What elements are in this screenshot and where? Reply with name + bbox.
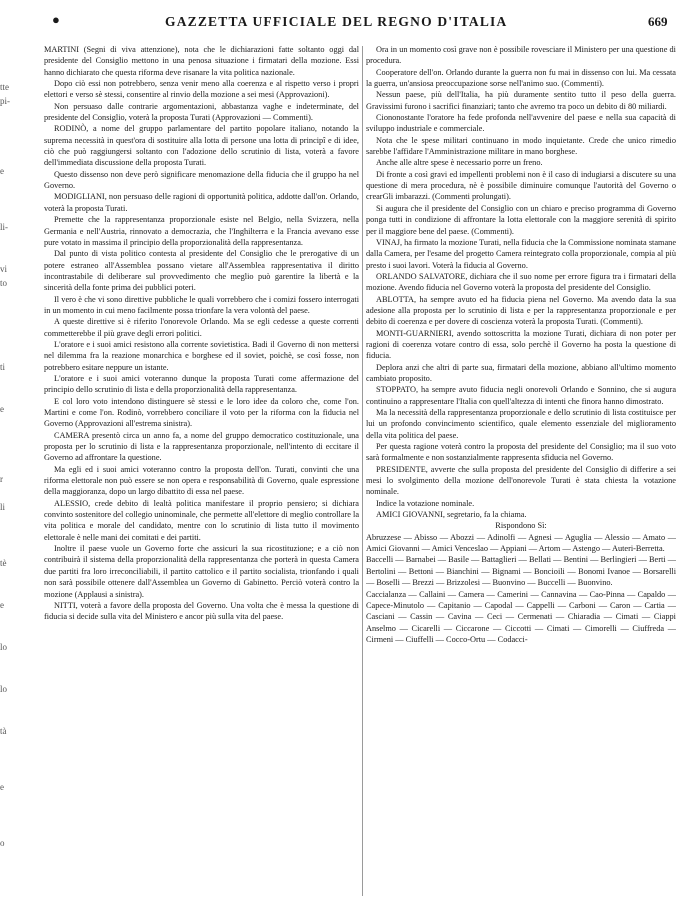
list-item: Baccelli — Barnabei — Basile — Battaglieri — Bellati — Bentini — Berlingieri — Berti — Bertolini — Bettoni — Bianchini — Bignami — Boncioili — Bonomi Ivanoe — Borsarelli — Boselli — Brezzi — Brizzolesi — Buonvino — Buccelli — Buonvino. (366, 555, 676, 588)
paragraph: Premette che la rappresentanza proporzionale esiste nel Belgio, nella Svizzera, nella Germania e nell'Austria, rinnovato a democrazia, che l'Inghilterra e la Francia avevano esse pure votato in massima il principio della proporzionalità della rappresentanza. (44, 215, 359, 247)
paragraph: Nessun paese, più dell'Italia, ha più duramente sentito tutto il peso della guerra. Gravissimi furono i sacrifici finanziari; tanto che avremo tra poco un debito di 80 miliardi. (366, 90, 676, 111)
paragraph: Ma la necessità della rappresentanza proporzionale e dello scrutinio di lista costituisce per lui un profondo convincimento scientifico, quale elemento essenziale del miglioramento della vita politica del paese. (366, 408, 676, 440)
paragraph: Ora in un momento così grave non è possibile rovesciare il Ministero per una questione di procedura. (366, 45, 676, 66)
paragraph: Di fronte a così gravi ed impellenti problemi non è il caso di indugiarsi a discutere su una questione di mera procedura, nè è possibile diminuire comunque l'autorità del Governo o crearGli imbarazzi. (Commenti prolungati). (366, 169, 676, 202)
paragraph: NITTI, voterà a favore della proposta del Governo. Una volta che è messa la questione di fiducia si decide sulla vita del Ministero e ancor più sulla vita del paese. (44, 600, 359, 622)
page-header (0, 0, 698, 40)
paragraph: RODINÒ, a nome del gruppo parlamentare del partito popolare italiano, notando la suprema necessità in quest'ora di sostituire alla lotta di persone una lotta di principî e di idee, ciò che può raggiungersi soltanto con l'adozione dello scrutinio di lista, voterà a favore dell'immediata discussione della proposta Turati. (44, 124, 359, 168)
paragraph: PRESIDENTE, avverte che sulla proposta del presidente del Consiglio di differire a sei mesi lo svolgimento della mozione dell'onorevole Turati è stata chiesta la votazione nominale. (366, 464, 676, 497)
gazette-title: GAZZETTA UFFICIALE DEL REGNO D'ITALIA (165, 14, 508, 29)
bullet-mark-icon: ● (52, 12, 60, 27)
paragraph: ORLANDO SALVATORE, dichiara che il suo nome per errore figura tra i firmatari della mozione. Avendo fiducia nel Governo voterà la proposta del presidente del Consiglio. (366, 271, 676, 293)
right-column (366, 44, 676, 896)
paragraph: Per questa ragione voterà contro la proposta del presidente del Consiglio; ma il suo voto sarà formalmente e non sostanzialmente rappresenta sfiducia nel Governo. (366, 442, 676, 463)
vote-name-list (366, 532, 676, 645)
paragraph: Non persuaso dalle contrarie argomentazioni, abbastanza vaghe e indeterminate, del presidente del Consiglio, voterà la proposta Turati (Approvazioni — Commenti). (44, 101, 359, 123)
paragraph: Anche alle altre spese è necessario porre un freno. (376, 158, 543, 168)
page-number: 669 (648, 14, 668, 29)
paragraph: Si augura che il presidente del Consiglio con un chiaro e preciso programma di Governo ponga tutti in condizione di affrontare la lotta elettorale con la maggiore serenità di spirito per il maggiore bene del paese. (Commenti). (366, 203, 676, 236)
paragraph: Indice la votazione nominale. (376, 498, 475, 508)
paragraph: AMICI GIOVANNI, segretario, fa la chiama. (376, 510, 527, 520)
paragraph: Nota che le spese militari continuano in modo inquietante. Crede che unico rimedio sarebbe l'affidare l'Amministrazione militare in mano borghese. (366, 135, 676, 157)
vote-heading: Rispondono Sì: (495, 521, 547, 531)
paragraph: VINAJ, ha firmato la mozione Turati, nella fiducia che la Commissione nominata stamane dalla Camera, per l'esame del progetto Camera reintegrato colla proporzionale, compia al più presto i suoi lavori. Voterà la fiducia al Governo. (366, 237, 676, 270)
paragraph: Il vero è che vi sono direttive pubbliche le quali vorrebbero che i comizi fossero interrogati in un momento in cui meno facilmente possa trionfare la vera volontà del paese. (44, 294, 359, 315)
left-column (44, 44, 359, 896)
paragraph: Dopo ciò essi non potrebbero, senza venir meno alla coerenza e al rispetto verso i propri elettori e verso sè stessi, consentire al rinvio della mozione a sei mesi (Approvazioni). (44, 79, 359, 100)
paragraph: Cooperatore dell'on. Orlando durante la guerra non fu mai in dissenso con lui. Ma cessata la guerra, un'ansiosa preoccupazione sorse nell'animo suo. (Commenti). (366, 67, 676, 89)
paragraph: L'oratore e i suoi amici voteranno dunque la proposta Turati come affermazione del principio dello scrutinio di lista e della proporzionalità della rappresentanza. (44, 373, 359, 395)
paragraph: A queste direttive si è riferito l'onorevole Orlando. Ma se egli cedesse a queste correnti commetterebbe il più grave degli errori politici. (44, 317, 359, 338)
paragraph: ALESSIO, crede debito di lealtà politica manifestare il proprio pensiero; si dichiara convinto sostenitore del collegio uninominale, che permette all'elettore di meglio controllare la vita politica e morale del candidato, mentre con lo scrutinio di lista tutto il movimento elettorale è nelle mani dei comitati e dei partiti. (44, 498, 359, 542)
paragraph: Deplora anzi che altri di parte sua, firmatari della mozione, abbiano all'ultimo momento cambiato proposito. (366, 362, 676, 383)
list-item: Abruzzese — Abisso — Abozzi — Adinolfi — Agnesi — Aguglia — Alessio — Amato — Amici Giovanni — Amici Venceslao — Appiani — Artom — Astengo — Auteri-Berretta. (366, 532, 676, 554)
adjacent-page-fragments: tte pi- e li- vi to ti e r li tè e lo lo tà e o (0, 82, 10, 848)
paragraph: Dal punto di vista politico contesta al presidente del Consiglio che le prerogative di un potere estraneo all'Assemblea possano vietare all'Assemblea rappresentativa il diritto incontrastabile di deliberare sul provvedimento che meglio può garentire la libertà e la sincerità della fonte prima dei pubblici poteri. (44, 249, 359, 293)
paragraph: STOPPATO, ha sempre avuto fiducia negli onorevoli Orlando e Sonnino, che si augura continuino a rappresentare l'Italia con quell'altezza di intenti che finora hanno dimostrato. (366, 385, 676, 406)
paragraph: Inoltre il paese vuole un Governo forte che assicuri la sua ricostituzione; e a ciò non contribuirà il sistema della proporzionalità della rappresentanza che porterà in questa Camera due partiti fra loro irreconciliabili, il partito cattolico e il partito socialista, trionfando i quali non sarà possibile ottenere dall'Assemblea un Governo di Gabinetto. Perciò voterà contro la mozione (Applausi a sinistra). (44, 544, 359, 599)
paragraph: MONTI-GUARNIERI, avendo sottoscritta la mozione Turati, dichiara di non poter per ragioni di coerenza votare contro di essa, solo perchè il Governo ha posta la questione di fiducia. (366, 328, 676, 361)
paragraph: ABLOTTA, ha sempre avuto ed ha fiducia piena nel Governo. Ma avendo data la sua adesione alla proposta per lo scrutinio di lista e per la rappresentanza proporzionale e per debito di coerenza e per dovere di coscienza voterà la proposta Turati. (Commenti). (366, 294, 676, 327)
paragraph: CAMERA presentò circa un anno fa, a nome del gruppo democratico costituzionale, una proposta per lo scrutinio di lista e la rappresentanza proporzionale, nell'intento di eccitare il Governo ad affrontare la questione. (44, 430, 359, 463)
column-divider (362, 46, 363, 896)
paragraph: MODIGLIANI, non persuaso delle ragioni di opportunità politica, addotte dall'on. Orlando, voterà la proposta Turati. (44, 192, 359, 213)
paragraph: Ciononostante l'oratore ha fede profonda nell'avvenire del paese e nella sua capacità di sviluppo industriale e commerciale. (366, 113, 676, 134)
paragraph: MARTINI (Segni di viva attenzione), nota che le dichiarazioni fatte soltanto oggi dal presidente del Consiglio mettono in una penosa situazione i firmatari della mozione. Essi hanno dichiarato che questa riforma deve risanare la vita politica nazionale. (44, 45, 359, 77)
paragraph: Ma egli ed i suoi amici voteranno contro la proposta dell'on. Turati, convinti che una riforma elettorale non può essere se non opera e responsabilità di Governo, quale espressione della maggioranza, dopo un largo dibattito di essa nel paese. (44, 464, 359, 497)
list-item: Caccialanza — Callaini — Camera — Camerini — Cannavina — Cao-Pinna — Capaldo — Capece-Minutolo — Capitanio — Capodal — Cappelli — Carboni — Caron — Cartia — Casciani — Cassin — Cavina — Ceci — Cermenati — Chiaradia — Cimati — Ciappi Anselmo — Cicarelli — Ciccarone — Ciccotti — Cimati — Cimorelli — Ciuffreda — Cirmeni — Ciuffelli — Cocco-Ortu — Codacci- (366, 589, 676, 644)
paragraph: L'oratore e i suoi amici resistono alla corrente sovietistica. Badi il Governo di non mettersi nel dilemma fra la reazione monarchica e borghese ed il soviet, poichè, se così fosse, non potrebbero esitare neppure un istante. (44, 339, 359, 372)
paragraph: Questo dissenso non deve però significare menomazione della fiducia che il gruppo ha nel Governo. (44, 169, 359, 191)
paragraph: E col loro voto intendono distinguere sè stessi e le loro idee da coloro che, come l'on. Martini e come l'on. Rodinò, vorrebbero conciliare il voto per la riforma con la fiducia nel Governo (Approvazioni all'estrema sinistra). (44, 396, 359, 429)
